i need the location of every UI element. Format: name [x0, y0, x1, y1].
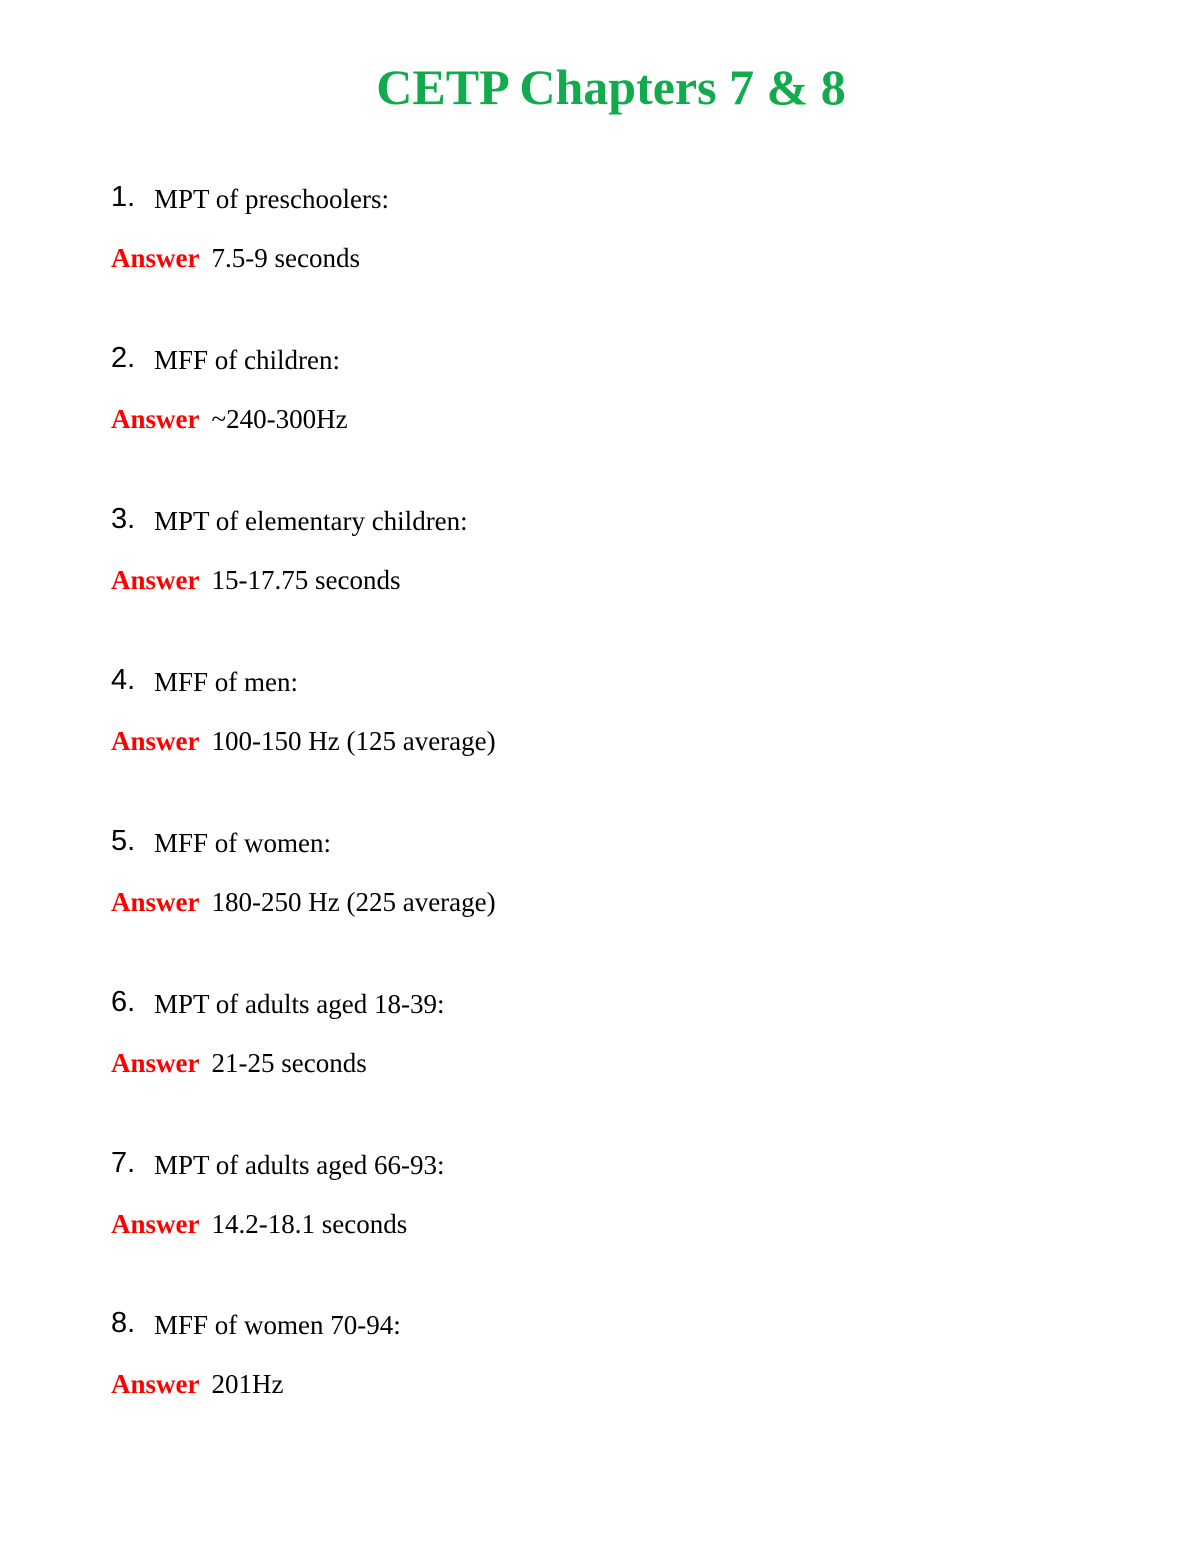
answer-label: Answer — [111, 1369, 200, 1399]
question-number: 8. — [111, 1307, 136, 1339]
answer-row — [111, 563, 400, 597]
qa-item — [111, 984, 1111, 1078]
question-row — [111, 1305, 1111, 1345]
answer-row — [111, 724, 496, 758]
question-text: MPT of adults aged 18-39: — [154, 989, 445, 1019]
question-text: MFF of children: — [154, 345, 340, 375]
qa-item — [111, 340, 1111, 434]
question-text: MFF of men: — [154, 667, 299, 697]
question-number: 1. — [111, 181, 136, 213]
page-title: CETP Chapters 7 & 8 — [376, 59, 846, 115]
question-row — [111, 1145, 1111, 1185]
answer-label: Answer — [111, 1048, 200, 1078]
qa-item — [111, 1145, 1111, 1239]
answer-text: 21-25 seconds — [211, 1048, 367, 1078]
answer-row — [111, 1046, 367, 1080]
answer-row — [111, 885, 496, 919]
answer-label: Answer — [111, 404, 200, 434]
answer-label: Answer — [111, 565, 200, 595]
answer-text: 7.5-9 seconds — [211, 243, 360, 273]
answer-text: 15-17.75 seconds — [211, 565, 401, 595]
answer-label: Answer — [111, 243, 200, 273]
answer-text: 201Hz — [211, 1369, 284, 1399]
question-number: 4. — [111, 664, 136, 696]
question-number: 7. — [111, 1147, 136, 1179]
answer-row — [111, 402, 348, 436]
question-text: MFF of women 70-94: — [154, 1310, 401, 1340]
answer-text: 14.2-18.1 seconds — [211, 1209, 408, 1239]
answer-row — [111, 241, 360, 275]
question-row — [111, 662, 1111, 702]
question-row — [111, 501, 1111, 541]
qa-item — [111, 823, 1111, 917]
answer-label: Answer — [111, 1209, 200, 1239]
question-row — [111, 823, 1111, 863]
question-number: 2. — [111, 342, 136, 374]
answer-text: ~240-300Hz — [211, 404, 348, 434]
question-text: MFF of women: — [154, 828, 332, 858]
answer-row — [111, 1207, 407, 1241]
question-text: MPT of adults aged 66-93: — [154, 1150, 445, 1180]
answer-label: Answer — [111, 887, 200, 917]
question-row — [111, 179, 1111, 219]
question-text: MPT of elementary children: — [154, 506, 468, 536]
answer-text: 100-150 Hz (125 average) — [211, 726, 496, 756]
answer-row — [111, 1367, 283, 1401]
qa-item — [111, 662, 1111, 756]
question-text: MPT of preschoolers: — [154, 184, 389, 214]
qa-item — [111, 501, 1111, 595]
qa-item — [111, 1305, 1111, 1399]
question-row — [111, 340, 1111, 380]
answer-label: Answer — [111, 726, 200, 756]
question-number: 3. — [111, 503, 136, 535]
question-number: 5. — [111, 825, 136, 857]
qa-item — [111, 179, 1111, 273]
question-row — [111, 984, 1111, 1024]
question-number: 6. — [111, 986, 136, 1018]
answer-text: 180-250 Hz (225 average) — [211, 887, 496, 917]
